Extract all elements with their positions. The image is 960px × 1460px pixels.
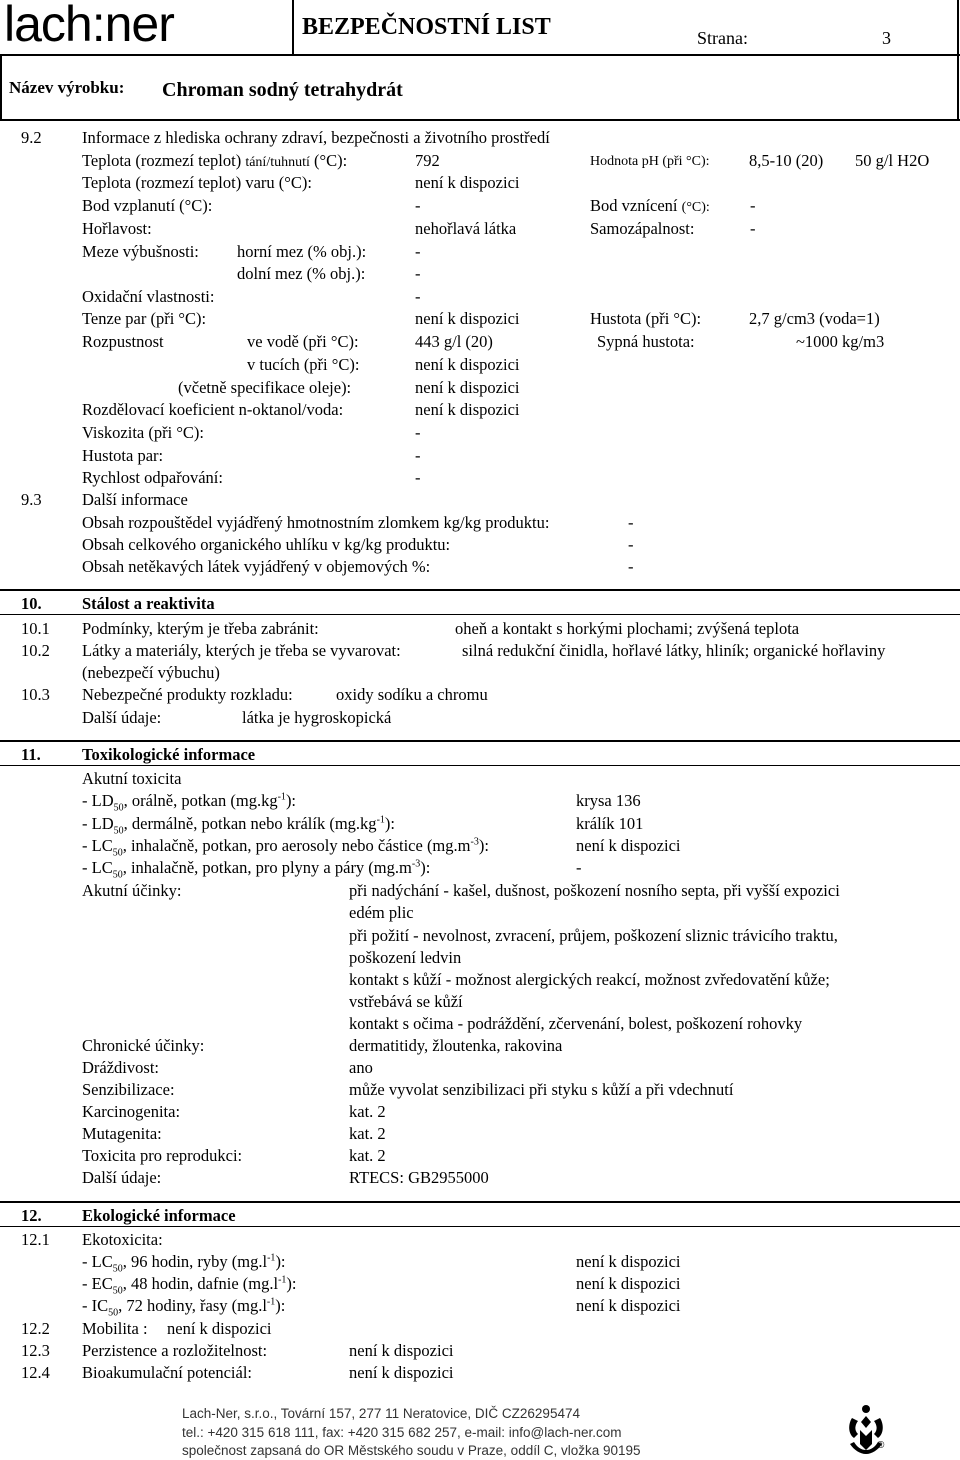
superscript: -1 <box>278 1274 287 1286</box>
subscript: 50 <box>112 1263 123 1275</box>
conditions-avoid-value: oheň a kontakt s horkými plochami; zvýšená teplota <box>455 619 800 638</box>
vapor-pressure-value: není k dispozici <box>415 309 520 328</box>
ph-concentration: 50 g/l H2O <box>855 151 930 170</box>
ld50-dermal-label <box>82 814 395 837</box>
ld50-oral-value: krysa 136 <box>576 791 641 810</box>
lc50-aerosol-label <box>82 836 489 859</box>
sensitization-label: Senzibilizace: <box>82 1080 175 1099</box>
partition-coefficient-label: Rozdělovací koeficient n-oktanol/voda: <box>82 400 344 419</box>
label-text: , dermálně, potkan nebo králík (mg.kg <box>123 814 377 833</box>
header-left-border <box>0 54 2 120</box>
product-label: Název výrobku: <box>9 78 125 97</box>
subscript: 50 <box>112 1285 123 1297</box>
partition-coefficient-value: není k dispozici <box>415 400 520 419</box>
section-10-top-rule <box>0 589 960 591</box>
subsection-number: 10.1 <box>21 619 50 638</box>
flammability-label: Hořlavost: <box>82 219 152 238</box>
header-divider <box>0 54 960 56</box>
section-number: 11. <box>21 745 41 764</box>
organic-carbon-value: - <box>628 535 634 554</box>
vapor-density-label: Hustota par: <box>82 446 164 465</box>
ignition-point-label <box>590 196 710 218</box>
lc50-gas-value: - <box>576 858 582 877</box>
acute-effects-line: kontakt s kůží - možnost alergických reakcí, možnost zvředovatění kůže; <box>349 970 830 989</box>
section-11-title-rule <box>0 765 960 766</box>
lc50-aerosol-value: není k dispozici <box>576 836 681 855</box>
incompatible-materials-value: silná redukční činidla, hořlavé látky, hliník; organické hořlaviny <box>462 641 886 660</box>
lc50-gas-label <box>82 858 431 881</box>
superscript: -1 <box>267 1252 276 1264</box>
label-text: ): <box>275 1296 286 1315</box>
explosion-upper-label: horní mez (% obj.): <box>237 242 367 261</box>
incompatible-materials-cont: (nebezpečí výbuchu) <box>82 663 220 682</box>
conditions-avoid-label: Podmínky, kterým je třeba zabránit: <box>82 619 319 638</box>
evaporation-rate-label: Rychlost odpařování: <box>82 468 223 487</box>
label-text: , 72 hodiny, řasy (mg.l <box>118 1296 267 1315</box>
section-title: Informace z hlediska ochrany zdraví, bezpečnosti a životního prostředí <box>82 128 550 147</box>
bioaccumulation-value: není k dispozici <box>349 1363 454 1382</box>
section-11-top-rule <box>0 740 960 742</box>
mutagenicity-value: kat. 2 <box>349 1124 386 1143</box>
density-label: Hustota (při °C): <box>590 309 702 328</box>
reproductive-toxicity-value: kat. 2 <box>349 1146 386 1165</box>
decomposition-label: Nebezpečné produkty rozkladu: <box>82 685 293 704</box>
label-text: - LD <box>82 814 114 833</box>
acute-effects-line: poškození ledvin <box>349 948 462 967</box>
label-text: ): <box>275 1252 286 1271</box>
subsection-number: 10.2 <box>21 641 50 660</box>
oxidizing-value: - <box>415 287 421 306</box>
label-text: , 96 hodin, ryby (mg.l <box>122 1252 268 1271</box>
header-right-border <box>957 0 959 121</box>
header-title-border <box>292 0 294 56</box>
explosion-lower-value: - <box>415 264 421 283</box>
oxidizing-label: Oxidační vlastnosti: <box>82 287 215 306</box>
explosion-upper-value: - <box>415 242 421 261</box>
label-text: - IC <box>82 1296 109 1315</box>
label-text: - LC <box>82 858 113 877</box>
acute-effects-line: edém plic <box>349 903 414 922</box>
evaporation-rate-value: - <box>415 468 421 487</box>
solubility-fat-value: není k dispozici <box>415 355 520 374</box>
reproductive-toxicity-label: Toxicita pro reprodukci: <box>82 1146 243 1165</box>
solubility-oil-value: není k dispozici <box>415 378 520 397</box>
persistence-label: Perzistence a rozložitelnost: <box>82 1341 268 1360</box>
label-text: , orálně, potkan (mg.kg <box>123 791 278 810</box>
section-number: 10. <box>21 594 42 613</box>
melting-point-label <box>82 151 347 173</box>
irritation-value: ano <box>349 1058 373 1077</box>
acute-effects-line: při požití - nevolnost, zvracení, průjem, poškození sliznic trávicího traktu, <box>349 926 838 945</box>
subscript: 50 <box>113 825 124 837</box>
label-text: - EC <box>82 1274 113 1293</box>
acute-effects-line: při nadýchání - kašel, dušnost, poškození nosního septa, při vyšší expozici <box>349 881 840 900</box>
subscript: 50 <box>112 847 123 859</box>
solubility-water-value: 443 g/l (20) <box>415 332 493 351</box>
self-ignition-label: Samozápalnost: <box>590 219 695 238</box>
subsection-number: 12.4 <box>21 1363 50 1382</box>
ignition-label-unit: (°C): <box>681 200 710 215</box>
solubility-fat-label: v tucích (při °C): <box>247 355 360 374</box>
lc50-fish-value: není k dispozici <box>576 1252 681 1271</box>
section-title: Toxikologické informace <box>82 745 256 764</box>
mobility-value: není k dispozici <box>167 1319 272 1338</box>
viscosity-label: Viskozita (při °C): <box>82 423 205 442</box>
section-number: 9.2 <box>21 128 42 147</box>
mutagenicity-label: Mutagenita: <box>82 1124 162 1143</box>
chronic-effects-label: Chronické účinky: <box>82 1036 205 1055</box>
organic-carbon-label: Obsah celkového organického uhlíku v kg/kg produktu: <box>82 535 451 554</box>
incompatible-materials-label: Látky a materiály, kterých je třeba se vyvarovat: <box>82 641 401 660</box>
label-text: ): <box>420 858 431 877</box>
ignition-point-value: - <box>750 196 756 215</box>
other-data-label: Další údaje: <box>82 708 162 727</box>
sensitization-value: může vyvolat senzibilizaci při styku s kůží a při vdechnutí <box>349 1080 734 1099</box>
document-title: BEZPEČNOSTNÍ LIST <box>302 14 551 40</box>
ic50-algae-value: není k dispozici <box>576 1296 681 1315</box>
carcinogenicity-label: Karcinogenita: <box>82 1102 181 1121</box>
label-text: , 48 hodin, dafnie (mg.l <box>122 1274 279 1293</box>
nonvolatile-value: - <box>628 557 634 576</box>
acute-effects-label: Akutní účinky: <box>82 881 182 900</box>
subscript: 50 <box>108 1307 119 1319</box>
rtecs-value: RTECS: GB2955000 <box>349 1168 489 1187</box>
boiling-point-value: není k dispozici <box>415 173 520 192</box>
ic50-algae-label <box>82 1296 286 1319</box>
registered-mark: ® <box>877 1440 885 1451</box>
chronic-effects-value: dermatitidy, žloutenka, rakovina <box>349 1036 563 1055</box>
explosion-lower-label: dolní mez (% obj.): <box>237 264 366 283</box>
ecotoxicity-title: Ekotoxicita: <box>82 1230 163 1249</box>
other-data-label: Další údaje: <box>82 1168 162 1187</box>
irritation-label: Dráždivost: <box>82 1058 159 1077</box>
section-title: Další informace <box>82 490 188 509</box>
acute-effects-line: vstřebává se kůží <box>349 992 463 1011</box>
lc50-fish-label <box>82 1252 286 1275</box>
subsection-number: 12.3 <box>21 1341 50 1360</box>
section-12-top-rule <box>0 1201 960 1203</box>
product-name: Chroman sodný tetrahydrát <box>162 79 403 101</box>
label-text: , inhalačně, potkan, pro plyny a páry (mg.m <box>122 858 412 877</box>
footer-address: Lach-Ner, s.r.o., Tovární 157, 277 11 Neratovice, DIČ CZ26295474 <box>182 1406 580 1421</box>
page-number: 3 <box>882 28 891 48</box>
decomposition-value: oxidy sodíku a chromu <box>336 685 488 704</box>
superscript: -1 <box>277 791 286 803</box>
label-text: - LC <box>82 1252 113 1271</box>
vapor-density-value: - <box>415 446 421 465</box>
acute-toxicity-title: Akutní toxicita <box>82 769 182 788</box>
self-ignition-value: - <box>750 219 756 238</box>
superscript: -1 <box>266 1296 276 1308</box>
solvent-content-label: Obsah rozpouštědel vyjádřený hmotnostním zlomkem kg/kg produktu: <box>82 513 550 532</box>
label-text: ): <box>285 791 297 810</box>
label-text: ): <box>478 836 489 855</box>
ec50-daphnia-label <box>82 1274 297 1297</box>
section-title: Ekologické informace <box>82 1206 236 1225</box>
company-logo: lach:ner <box>4 0 174 52</box>
label-text: ): <box>286 1274 297 1293</box>
melting-label-unit: (°C): <box>309 151 348 170</box>
label-text: - LD <box>82 791 114 810</box>
section-number: 12. <box>21 1206 42 1225</box>
acute-effects-line: kontakt s očima - podráždění, zčervenání, bolest, poškození rohovky <box>349 1014 803 1033</box>
density-value: 2,7 g/cm3 (voda=1) <box>749 309 880 328</box>
other-data-value: látka je hygroskopická <box>242 708 392 727</box>
solubility-water-label: ve vodě (při °C): <box>247 332 359 351</box>
flash-point-label: Bod vzplanutí (°C): <box>82 196 213 215</box>
solubility-oil-label: (včetně specifikace oleje): <box>178 378 352 397</box>
ec50-daphnia-value: není k dispozici <box>576 1274 681 1293</box>
bulk-density-value: ~1000 kg/m3 <box>796 332 885 351</box>
bulk-density-label: Sypná hustota: <box>597 332 695 351</box>
page-label: Strana: <box>697 28 748 48</box>
flash-point-value: - <box>415 196 421 215</box>
footer-registration: společnost zapsaná do OR Městského soudu v Praze, oddíl C, vložka 90195 <box>182 1443 641 1458</box>
label-text: - LC <box>82 836 113 855</box>
explosion-limits-label: Meze výbušnosti: <box>82 242 199 261</box>
persistence-value: není k dispozici <box>349 1341 454 1360</box>
nonvolatile-label: Obsah netěkavých látek vyjádřený v objemových %: <box>82 557 431 576</box>
carcinogenicity-value: kat. 2 <box>349 1102 386 1121</box>
ph-value: 8,5-10 (20) <box>749 151 824 170</box>
footer-contact: tel.: +420 315 618 111, fax: +420 315 682 257, e-mail: info@lach-ner.com <box>182 1425 622 1440</box>
ld50-dermal-value: králík 101 <box>576 814 644 833</box>
section-12-title-rule <box>0 1226 960 1227</box>
subsection-number: 12.2 <box>21 1319 50 1338</box>
label-text: , inhalačně, potkan, pro aerosoly nebo částice (mg.m <box>122 836 471 855</box>
ld50-oral-label <box>82 791 297 814</box>
bioaccumulation-label: Bioakumulační potenciál: <box>82 1363 252 1382</box>
superscript: -3 <box>470 836 479 848</box>
melting-label-text: Teplota (rozmezí teplot) <box>82 151 246 170</box>
superscript: -1 <box>376 814 385 826</box>
section-10-title-rule <box>0 614 960 615</box>
ignition-label-text: Bod vznícení <box>590 196 682 215</box>
section-number: 9.3 <box>21 490 42 509</box>
vapor-pressure-label: Tenze par (při °C): <box>82 309 207 328</box>
subscript: 50 <box>113 802 124 814</box>
mobility-label: Mobilita : <box>82 1319 148 1338</box>
ph-label: Hodnota pH (při °C): <box>590 154 710 169</box>
subsection-number: 10.3 <box>21 685 50 704</box>
section-title: Stálost a reaktivita <box>82 594 215 613</box>
superscript: -3 <box>411 858 421 870</box>
flammability-value: nehořlavá látka <box>415 219 517 238</box>
melting-point-value: 792 <box>415 151 440 170</box>
melting-label-small: tání/tuhnutí <box>245 155 310 170</box>
subsection-number: 12.1 <box>21 1230 50 1249</box>
solubility-label: Rozpustnost <box>82 332 164 351</box>
subscript: 50 <box>112 869 123 881</box>
solvent-content-value: - <box>628 513 634 532</box>
label-text: ): <box>384 814 395 833</box>
boiling-point-label: Teplota (rozmezí teplot) varu (°C): <box>82 173 312 192</box>
header-bottom-rule <box>0 119 960 121</box>
viscosity-value: - <box>415 423 421 442</box>
